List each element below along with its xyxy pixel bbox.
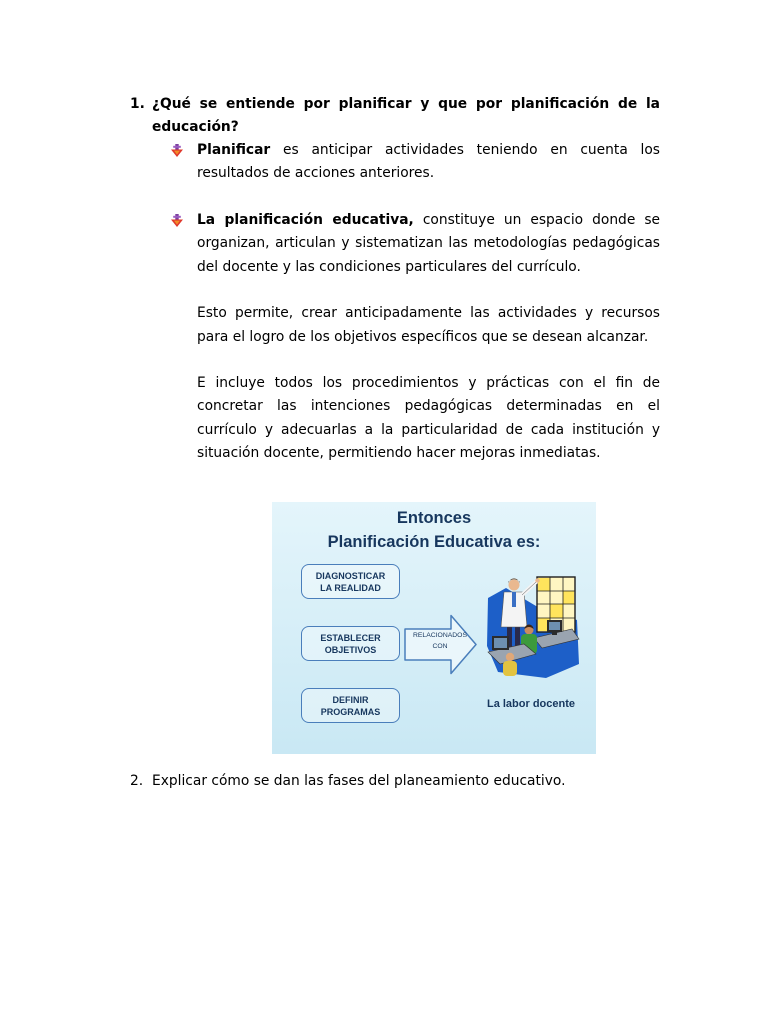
diagram-box-line: OBJETIVOS: [324, 644, 377, 655]
paragraph-line: [197, 209, 660, 232]
paragraph-line: del docente y las condiciones particulares del currículo.: [197, 258, 581, 275]
diagram-box-diagnosticar: [301, 564, 400, 599]
diagram-heading: Entonces: [396, 509, 472, 527]
paragraph-line: para el logro de los objetivos específicos que se desean alcanzar.: [197, 328, 649, 345]
paragraph-line: organizan, articulan y sistematizan las metodologías pedagógicas: [197, 235, 660, 252]
paragraph-line: situación docente, permitiendo hacer mejoras inmediatas.: [197, 445, 601, 462]
teacher-with-students-at-computers-icon: [484, 566, 580, 680]
arrow-label-line: RELACIONADOS: [412, 632, 467, 639]
paragraph-line: resultados de acciones anteriores.: [197, 165, 435, 182]
planificacion-diagram: [272, 502, 596, 754]
question-number: 1.: [130, 95, 145, 112]
paragraph-text: constituye un espacio donde se: [422, 212, 661, 229]
diagram-subheading: Planificación Educativa es:: [327, 533, 541, 551]
arrow-bullet-icon: [171, 144, 183, 157]
diagram-title: [272, 506, 596, 554]
diagram-box-line: DEFINIR: [332, 694, 369, 705]
paragraph-line: Esto permite, crear anticipadamente las actividades y recursos: [197, 305, 660, 322]
diagram-box-line: DIAGNOSTICAR: [315, 570, 386, 581]
paragraph-text: es anticipar actividades teniendo en cuenta los: [283, 142, 660, 159]
paragraph-line: [197, 139, 660, 162]
arrow-label-line: CON: [432, 642, 448, 650]
question-1: [130, 93, 660, 466]
paragraph-line: E incluye todos los procedimientos y prácticas con el fin de: [197, 375, 660, 392]
question-number: 2.: [130, 772, 144, 789]
paragraph-line: concretar las intenciones pedagógicas determinadas en el: [197, 398, 660, 415]
diagram-box-line: ESTABLECER: [320, 632, 381, 643]
question-title-line: educación?: [152, 118, 239, 135]
paragraph: [197, 302, 660, 349]
arrow-label: [404, 631, 476, 652]
question-2: [130, 770, 660, 793]
bullet-item-planificacion-educativa: [197, 209, 660, 279]
bold-term: La planificación educativa,: [197, 212, 414, 229]
bullet-item-planificar: [197, 139, 660, 186]
diagram-box-definir: [301, 688, 400, 723]
diagram-box-line: PROGRAMAS: [320, 706, 381, 717]
paragraph: [197, 372, 660, 465]
question-title: [152, 93, 660, 140]
question-title-line: ¿Qué se entiende por planificar y que por planificación de la: [152, 95, 660, 112]
bold-term: Planificar: [197, 142, 271, 159]
arrow-bullet-icon: [171, 214, 183, 227]
diagram-box-establecer: [301, 626, 400, 661]
diagram-caption: La labor docente: [486, 698, 576, 710]
question-text: Explicar cómo se dan las fases del planeamiento educativo.: [152, 772, 566, 789]
paragraph-line: currículo y adecuarlas a la particularidad de cada institución y: [197, 421, 660, 438]
diagram-box-line: LA REALIDAD: [320, 582, 381, 593]
